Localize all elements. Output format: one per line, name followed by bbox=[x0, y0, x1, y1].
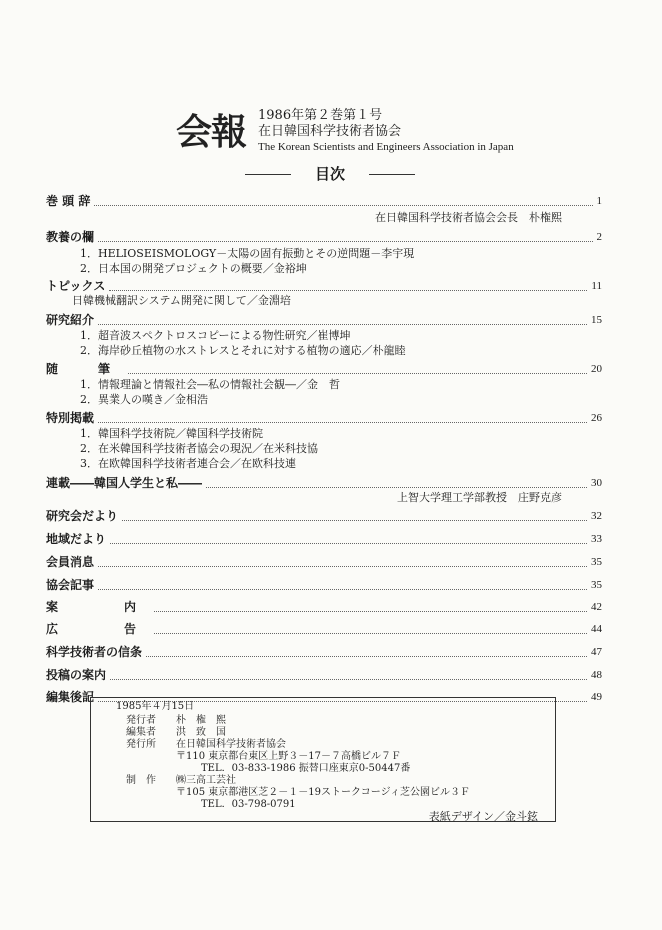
organization-name-en: The Korean Scientists and Engineers Association in Japan bbox=[258, 141, 514, 153]
toc-entry-title: 研究会だより bbox=[46, 509, 119, 523]
toc-entry-regional bbox=[46, 531, 602, 547]
toc-entry-page: 35 bbox=[591, 579, 602, 591]
toc-entry-creed bbox=[46, 644, 602, 660]
toc-entry-page: 48 bbox=[591, 669, 602, 681]
toc-entry-guide bbox=[46, 599, 602, 615]
toc-entry-page: 32 bbox=[591, 510, 602, 522]
toc-subitem: 2．日本国の開発プロジェクトの概要／金裕坤 bbox=[80, 262, 307, 275]
bulletin-logo: 会報 bbox=[176, 111, 247, 153]
toc-subitem: 3．在欧韓国科学技術者連合会／在欧科技連 bbox=[80, 457, 296, 470]
toc-entry-special bbox=[46, 410, 602, 426]
toc-entry-page: 42 bbox=[591, 601, 602, 613]
toc-entry-page: 15 bbox=[591, 314, 602, 326]
toc-entry-page: 1 bbox=[596, 195, 602, 207]
toc-title: 目次 bbox=[314, 165, 345, 183]
issue-number: 1986年第２巻第１号 bbox=[258, 108, 383, 123]
toc-entry-title: 科学技術者の信条 bbox=[46, 645, 143, 659]
cover-design-credit: 表紙デザイン／金斗鉉 bbox=[428, 810, 538, 823]
toc-entry-study-group bbox=[46, 508, 602, 524]
toc-entry-title: 巻 頭 辞 bbox=[46, 194, 91, 208]
toc-entry-title: 投稿の案内 bbox=[46, 668, 107, 682]
toc-subitem: 1．韓国科学技術院／韓国科学技術院 bbox=[80, 427, 263, 440]
office-name: 在日韓国科学技術者協会 bbox=[176, 739, 286, 750]
toc-entry-foreword bbox=[46, 193, 602, 209]
toc-entry-page: 20 bbox=[591, 363, 602, 375]
toc-subitem: 1．情報理論と情報社会―私の情報社会観―／金 哲 bbox=[80, 378, 340, 391]
toc-entry-page: 49 bbox=[591, 691, 602, 703]
toc-entry-page: 30 bbox=[591, 477, 602, 489]
toc-entry-title: 地域だより bbox=[46, 532, 107, 546]
toc-entry-submission bbox=[46, 667, 602, 683]
toc-entry-title: 編集後記 bbox=[46, 690, 95, 704]
toc-entry-author: 在日韓国科学技術者協会会長 朴権熙 bbox=[375, 211, 562, 224]
toc-entry-topics bbox=[46, 278, 602, 294]
toc-entry-author: 上智大学理工学部教授 庄野克彦 bbox=[397, 491, 562, 504]
toc-subitem: 2．海岸砂丘植物の水ストレスとそれに対する植物の適応／朴龍睦 bbox=[80, 344, 406, 357]
toc-subitem: 2．異業人の嘆き／金相浩 bbox=[80, 393, 208, 406]
printer-address: 〒105 東京都港区芝２－１－19ストークコージィ芝公園ビル３Ｆ bbox=[176, 787, 470, 798]
publisher-label: 発行者 bbox=[126, 715, 156, 726]
toc-entry-title: 協会記事 bbox=[46, 578, 95, 592]
toc-entry-page: 26 bbox=[591, 412, 602, 424]
printer-name: ㈱三高工芸社 bbox=[176, 775, 236, 786]
toc-entry-page: 2 bbox=[596, 231, 602, 243]
toc-entry-series bbox=[46, 475, 602, 491]
editor-name: 洪 致 国 bbox=[176, 727, 226, 738]
toc-subitem: 1．HELIOSEISMOLOGY－太陽の固有振動とその逆問題－李宇現 bbox=[80, 247, 415, 260]
printer-telephone: TEL．03-798-0791 bbox=[201, 799, 296, 810]
toc-entry-page: 47 bbox=[591, 646, 602, 658]
toc-entry-title: 案 内 bbox=[46, 600, 151, 614]
toc-entry-page: 33 bbox=[591, 533, 602, 545]
toc-subitem: 日韓機械翻訳システム開発に関して／金淵培 bbox=[72, 294, 291, 307]
toc-heading bbox=[245, 164, 415, 184]
toc-entry-title: 特別掲載 bbox=[46, 411, 95, 425]
toc-entry-title: 会員消息 bbox=[46, 555, 95, 569]
toc-entry-research bbox=[46, 312, 602, 328]
toc-entry-association-news bbox=[46, 577, 602, 593]
organization-name-ja: 在日韓国科学技術者協会 bbox=[258, 124, 402, 139]
printer-label: 制 作 bbox=[126, 775, 156, 786]
toc-entry-ads bbox=[46, 621, 602, 637]
toc-entry-title: 随 筆 bbox=[46, 362, 125, 376]
toc-entry-title: 教養の欄 bbox=[46, 230, 95, 244]
toc-entry-page: 44 bbox=[591, 623, 602, 635]
toc-subitem: 1．超音波スペクトロスコピーによる物性研究／崔博坤 bbox=[80, 329, 351, 342]
colophon-box bbox=[90, 697, 556, 822]
toc-entry-member-news bbox=[46, 554, 602, 570]
toc-entry-page: 11 bbox=[591, 280, 602, 292]
toc-subitem: 2．在米韓国科学技術者協会の現況／在米科技協 bbox=[80, 442, 318, 455]
toc-entry-essay bbox=[46, 361, 602, 377]
toc-heading-rule-right bbox=[369, 174, 415, 175]
toc-entry-title: トピックス bbox=[46, 279, 106, 293]
office-address: 〒110 東京都台東区上野３－17－７高橋ビル７Ｆ bbox=[176, 751, 401, 762]
office-label: 発行所 bbox=[126, 739, 156, 750]
toc-entry-title: 広 告 bbox=[46, 622, 151, 636]
toc-entry-title: 連載――韓国人学生と私―― bbox=[46, 476, 203, 490]
office-telephone: TEL．03-833-1986 振替口座東京0-50447番 bbox=[201, 763, 411, 774]
toc-entry-culture bbox=[46, 229, 602, 245]
publisher-name: 朴 権 熙 bbox=[176, 715, 226, 726]
toc-entry-page: 35 bbox=[591, 556, 602, 568]
toc-entry-title: 研究紹介 bbox=[46, 313, 95, 327]
editor-label: 編集者 bbox=[126, 727, 156, 738]
publish-date: 1985年４月15日 bbox=[116, 701, 195, 712]
